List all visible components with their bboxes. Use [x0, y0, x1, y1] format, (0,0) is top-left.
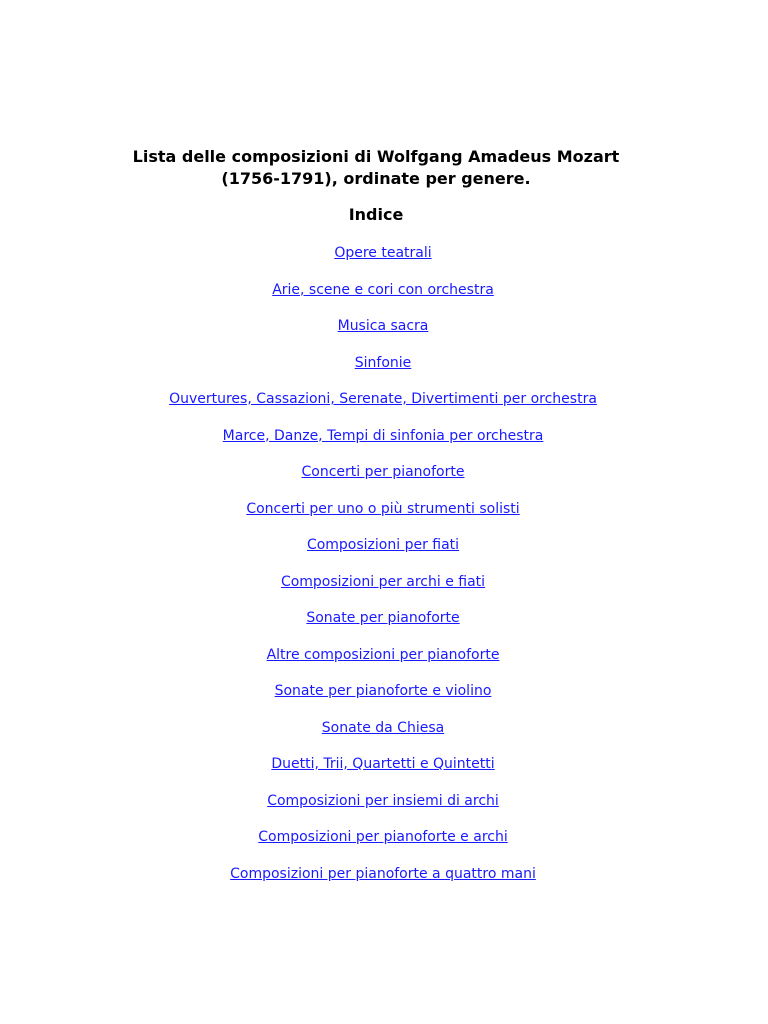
- toc-item: [0, 646, 766, 683]
- toc-link-arie-scene-cori[interactable]: Arie, scene e cori con orchestra: [272, 281, 494, 298]
- document-title: [0, 146, 752, 190]
- toc-link-pianoforte-archi[interactable]: Composizioni per pianoforte e archi: [258, 829, 508, 845]
- toc-item: [0, 755, 766, 792]
- toc-item: [0, 317, 766, 354]
- toc-item: [0, 719, 766, 756]
- toc-link-sinfonie[interactable]: Sinfonie: [354, 354, 412, 371]
- toc-item: [0, 865, 766, 902]
- toc-item: [0, 427, 766, 464]
- toc-link-duetti-trii[interactable]: Duetti, Trii, Quartetti e Quintetti: [271, 756, 495, 772]
- toc-item: [0, 390, 766, 427]
- toc-item: [0, 500, 766, 537]
- toc-link-archi-e-fiati[interactable]: Composizioni per archi e fiati: [280, 573, 486, 590]
- toc-link-opere-teatrali[interactable]: Opere teatrali: [334, 245, 432, 261]
- title-line-2: (1756-1791), ordinate per genere.: [221, 169, 531, 188]
- toc-link-composizioni-fiati[interactable]: Composizioni per fiati: [306, 537, 460, 553]
- toc-item: [0, 792, 766, 829]
- toc-link-concerti-pianoforte[interactable]: Concerti per pianoforte: [301, 464, 465, 480]
- toc-link-quattro-mani[interactable]: Composizioni per pianoforte a quattro mani: [230, 865, 536, 882]
- title-line-1: Lista delle composizioni di Wolfgang Amadeus Mozart: [132, 147, 620, 166]
- toc-link-sonate-pianoforte[interactable]: Sonate per pianoforte: [306, 610, 460, 626]
- toc-item: [0, 573, 766, 610]
- toc-link-ouvertures[interactable]: Ouvertures, Cassazioni, Serenate, Divertimenti per orchestra: [169, 391, 597, 407]
- index-heading: Indice: [348, 205, 404, 224]
- toc-item: [0, 244, 766, 281]
- toc-item: [0, 828, 766, 865]
- toc-item: [0, 463, 766, 500]
- toc-link-insiemi-archi[interactable]: Composizioni per insiemi di archi: [267, 792, 499, 809]
- toc-link-marce-danze[interactable]: Marce, Danze, Tempi di sinfonia per orchestra: [222, 427, 544, 444]
- toc-link-altre-pianoforte[interactable]: Altre composizioni per pianoforte: [266, 646, 500, 663]
- toc-item: [0, 354, 766, 391]
- table-of-contents: [0, 244, 766, 901]
- toc-link-pianoforte-violino[interactable]: Sonate per pianoforte e violino: [274, 683, 492, 699]
- toc-item: [0, 536, 766, 573]
- toc-item: [0, 281, 766, 318]
- toc-item: [0, 609, 766, 646]
- toc-item: [0, 682, 766, 719]
- toc-link-sonate-chiesa[interactable]: Sonate da Chiesa: [321, 719, 445, 736]
- toc-link-concerti-solisti[interactable]: Concerti per uno o più strumenti solisti: [246, 500, 520, 517]
- toc-link-musica-sacra[interactable]: Musica sacra: [337, 318, 429, 334]
